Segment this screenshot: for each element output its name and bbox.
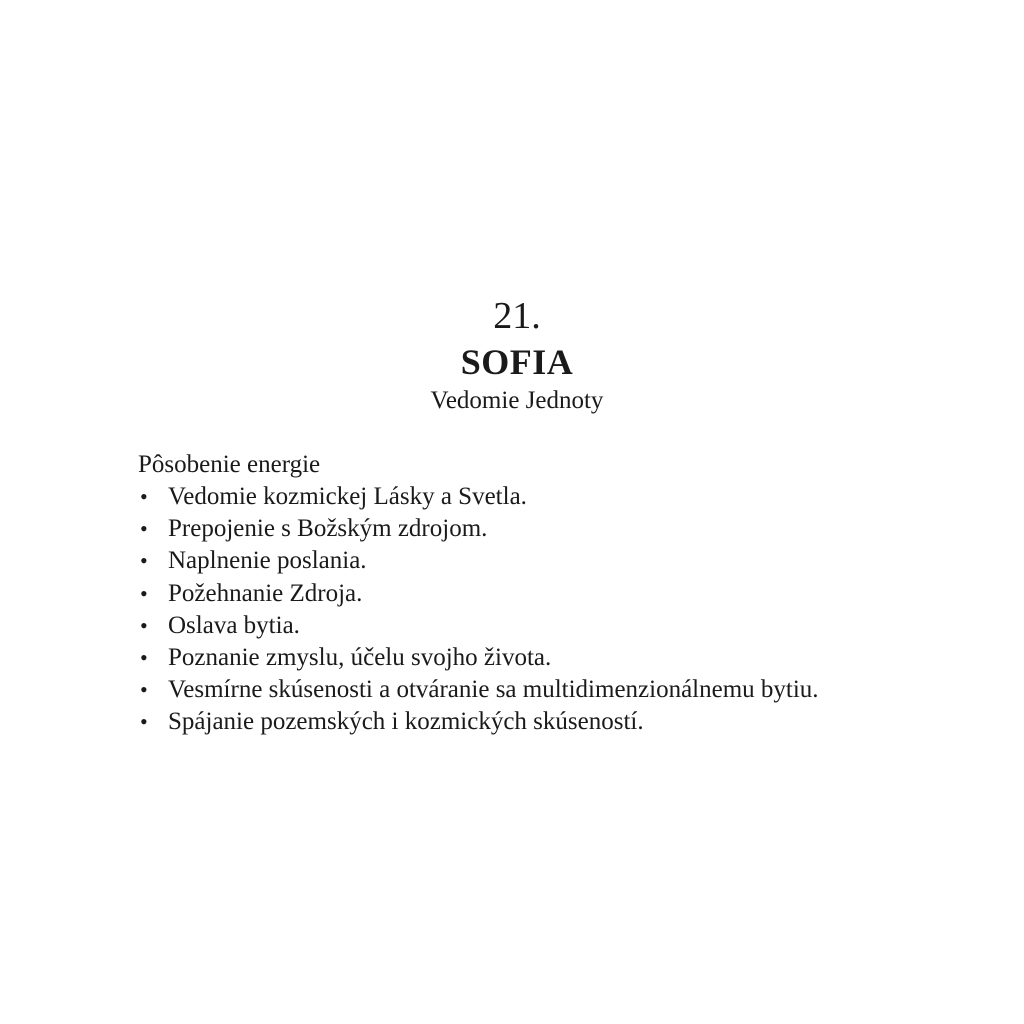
energy-effects-section (138, 449, 938, 739)
effects-list (138, 481, 938, 739)
list-item-text: Vedomie kozmickej Lásky a Svetla. (168, 483, 527, 510)
bullet-icon: • (140, 484, 148, 509)
list-item-text: Poznanie zmyslu, účelu svojho života. (168, 643, 552, 671)
list-item (138, 706, 938, 738)
bullet-icon: • (140, 580, 148, 606)
bullet-icon: • (140, 709, 148, 735)
list-item-text: Požehnanie Zdroja. (168, 579, 363, 607)
bullet-icon: • (140, 612, 148, 638)
list-item (138, 481, 938, 513)
bullet-icon: • (140, 677, 148, 703)
list-item (138, 578, 938, 610)
list-item (138, 610, 938, 642)
bullet-icon: • (140, 644, 148, 670)
list-item-text: Vesmírne skúsenosti a otváranie sa multidimenzionálnemu bytiu. (168, 676, 819, 704)
bullet-icon: • (140, 548, 148, 574)
list-item-text: Oslava bytia. (168, 611, 300, 639)
chapter-number: 21. (493, 295, 541, 337)
list-item-text: Naplnenie poslania. (168, 547, 367, 575)
list-item (138, 545, 938, 577)
list-item (138, 513, 938, 545)
section-heading: Pôsobenie energie (138, 451, 321, 478)
list-item (138, 642, 938, 674)
bullet-icon: • (140, 516, 148, 542)
list-item-text: Prepojenie s Božským zdrojom. (168, 515, 488, 543)
chapter-subtitle: Vedomie Jednoty (430, 387, 604, 414)
list-item-text: Spájanie pozemských i kozmických skúseností. (168, 708, 644, 736)
list-item (138, 674, 938, 706)
chapter-title: SOFIA (460, 342, 574, 382)
